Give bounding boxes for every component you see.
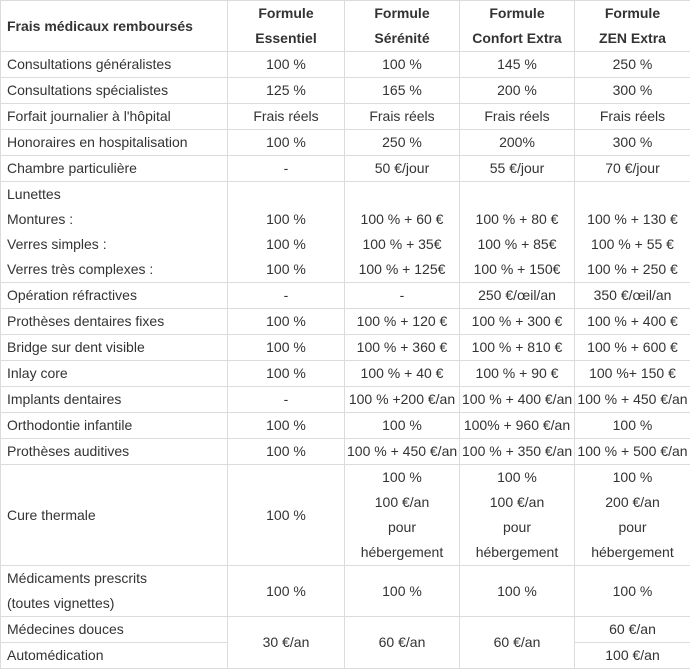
cell-value: 100 % + 400 € bbox=[575, 309, 690, 335]
cell-value: 200% bbox=[460, 130, 575, 156]
table-row bbox=[1, 130, 690, 156]
header-formule-essentiel: Formule Essentiel bbox=[228, 1, 345, 52]
table-header-row bbox=[1, 1, 690, 52]
table-row bbox=[1, 465, 690, 566]
cell-value: 100 % 100 €/an pour hébergement bbox=[345, 465, 460, 566]
cell-value: 100 % bbox=[345, 52, 460, 78]
row-label: Cure thermale bbox=[1, 465, 228, 566]
table-row bbox=[1, 387, 690, 413]
cell-value: 100 % + 450 €/an bbox=[575, 387, 690, 413]
header-frais-medicaux: Frais médicaux remboursés bbox=[1, 1, 228, 52]
cell-value: 100 % bbox=[228, 413, 345, 439]
cell-value: 100 % + 360 € bbox=[345, 335, 460, 361]
table-row bbox=[1, 182, 690, 283]
cell-value: - bbox=[228, 387, 345, 413]
cell-value: Frais réels bbox=[228, 104, 345, 130]
row-label: Automédication bbox=[1, 643, 228, 669]
cell-value: 200 % bbox=[460, 78, 575, 104]
table-row bbox=[1, 617, 690, 643]
cell-value: 100 % + 810 € bbox=[460, 335, 575, 361]
cell-value: 100 % bbox=[228, 52, 345, 78]
table-row bbox=[1, 309, 690, 335]
cell-value: Frais réels bbox=[575, 104, 690, 130]
cell-value: 300 % bbox=[575, 130, 690, 156]
row-label: Implants dentaires bbox=[1, 387, 228, 413]
header-formule-confort-extra: Formule Confort Extra bbox=[460, 1, 575, 52]
cell-value: 300 % bbox=[575, 78, 690, 104]
cell-value: 100 % bbox=[575, 566, 690, 617]
row-label: Honoraires en hospitalisation bbox=[1, 130, 228, 156]
row-label: Opération réfractives bbox=[1, 283, 228, 309]
cell-value-merged: 30 €/an bbox=[228, 617, 345, 669]
cell-value: 100 % bbox=[228, 130, 345, 156]
cell-value: 100 % bbox=[228, 361, 345, 387]
table-row bbox=[1, 52, 690, 78]
header-formule-zen-extra: Formule ZEN Extra bbox=[575, 1, 690, 52]
cell-value: 100 % bbox=[345, 566, 460, 617]
row-label: Orthodontie infantile bbox=[1, 413, 228, 439]
cell-value: 100 % + 350 €/an bbox=[460, 439, 575, 465]
row-label: Forfait journalier à l'hôpital bbox=[1, 104, 228, 130]
table-row bbox=[1, 413, 690, 439]
cell-value: - bbox=[228, 283, 345, 309]
cell-value: 100 % bbox=[460, 566, 575, 617]
cell-value: 100 % +200 €/an bbox=[345, 387, 460, 413]
cell-value: 250 €/œil/an bbox=[460, 283, 575, 309]
cell-value: 100 % + 40 € bbox=[345, 361, 460, 387]
cell-value: 100 % + 450 €/an bbox=[345, 439, 460, 465]
table-row bbox=[1, 335, 690, 361]
cell-value: Frais réels bbox=[460, 104, 575, 130]
cell-value: 55 €/jour bbox=[460, 156, 575, 182]
cell-value: 100 €/an bbox=[575, 643, 690, 669]
cell-value: 145 % bbox=[460, 52, 575, 78]
cell-value: 250 % bbox=[345, 130, 460, 156]
cell-value: 100 % bbox=[228, 439, 345, 465]
table-row bbox=[1, 361, 690, 387]
cell-value: 100 % 100 €/an pour hébergement bbox=[460, 465, 575, 566]
cell-value: 100 % + 500 €/an bbox=[575, 439, 690, 465]
table-row bbox=[1, 439, 690, 465]
row-label: Consultations spécialistes bbox=[1, 78, 228, 104]
table-row bbox=[1, 78, 690, 104]
cell-value: 100% + 960 €/an bbox=[460, 413, 575, 439]
cell-value: 125 % bbox=[228, 78, 345, 104]
cell-value: 100 % + 600 € bbox=[575, 335, 690, 361]
cell-value: 100 % bbox=[228, 566, 345, 617]
table-row bbox=[1, 283, 690, 309]
cell-value: 70 €/jour bbox=[575, 156, 690, 182]
cell-value: 100 % + 60 € 100 % + 35€ 100 % + 125€ bbox=[345, 182, 460, 283]
cell-value: 100 % bbox=[575, 413, 690, 439]
cell-value: 100 %+ 150 € bbox=[575, 361, 690, 387]
cell-value: - bbox=[228, 156, 345, 182]
cell-value: 100 % + 400 €/an bbox=[460, 387, 575, 413]
cell-value: 100 % bbox=[228, 465, 345, 566]
cell-value: - bbox=[345, 283, 460, 309]
row-label: Bridge sur dent visible bbox=[1, 335, 228, 361]
table-row bbox=[1, 156, 690, 182]
row-label: Prothèses auditives bbox=[1, 439, 228, 465]
cell-value: 100 % bbox=[228, 309, 345, 335]
cell-value-merged: 60 €/an bbox=[460, 617, 575, 669]
cell-value: 50 €/jour bbox=[345, 156, 460, 182]
table-row bbox=[1, 566, 690, 617]
cell-value: 250 % bbox=[575, 52, 690, 78]
table-row bbox=[1, 104, 690, 130]
cell-value: 100 % + 80 € 100 % + 85€ 100 % + 150€ bbox=[460, 182, 575, 283]
row-label: Lunettes Montures : Verres simples : Verres très complexes : bbox=[1, 182, 228, 283]
cell-value: 100 % 200 €/an pour hébergement bbox=[575, 465, 690, 566]
cell-value: 60 €/an bbox=[575, 617, 690, 643]
cell-value: 100 % bbox=[345, 413, 460, 439]
row-label: Médecines douces bbox=[1, 617, 228, 643]
cell-value: 100 % bbox=[228, 335, 345, 361]
cell-value: 100 % 100 % 100 % bbox=[228, 182, 345, 283]
row-label: Inlay core bbox=[1, 361, 228, 387]
row-label: Médicaments prescrits (toutes vignettes) bbox=[1, 566, 228, 617]
cell-value-merged: 60 €/an bbox=[345, 617, 460, 669]
cell-value: Frais réels bbox=[345, 104, 460, 130]
cell-value: 100 % + 90 € bbox=[460, 361, 575, 387]
row-label: Consultations généralistes bbox=[1, 52, 228, 78]
cell-value: 350 €/œil/an bbox=[575, 283, 690, 309]
cell-value: 100 % + 120 € bbox=[345, 309, 460, 335]
cell-value: 165 % bbox=[345, 78, 460, 104]
row-label: Prothèses dentaires fixes bbox=[1, 309, 228, 335]
header-formule-serenite: Formule Sérénité bbox=[345, 1, 460, 52]
row-label: Chambre particulière bbox=[1, 156, 228, 182]
cell-value: 100 % + 300 € bbox=[460, 309, 575, 335]
cell-value: 100 % + 130 € 100 % + 55 € 100 % + 250 € bbox=[575, 182, 690, 283]
